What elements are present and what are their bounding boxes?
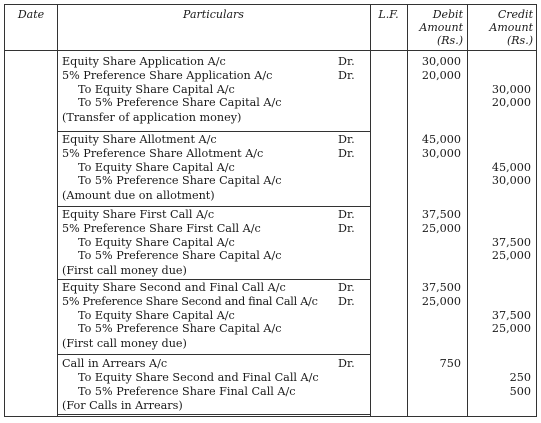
credit-amount: 250	[509, 370, 531, 384]
journal-table	[4, 4, 537, 417]
narration: (First call money due)	[62, 337, 187, 351]
lf-header: L.F.	[378, 8, 399, 21]
debit-amount: 37,500	[421, 208, 461, 221]
debit-amount: 30,000	[421, 146, 461, 160]
debit-account-line: 5% Preference Share Application A/c	[62, 68, 273, 82]
dr-marker: Dr.	[338, 208, 355, 221]
debit-account-line: Equity Share Application A/c	[62, 55, 226, 68]
header-divider	[5, 50, 536, 51]
debit-amount: 750	[439, 357, 461, 370]
debit-account-line: Equity Share Allotment A/c	[62, 133, 217, 146]
dr-marker: Dr.	[338, 146, 355, 160]
debit-account-line: 5% Preference Share Second and final Call A/c	[62, 294, 318, 308]
credit-account-line: To 5% Preference Share Capital A/c	[78, 174, 282, 188]
credit-amount: 37,500	[491, 308, 531, 322]
dr-marker: Dr.	[338, 221, 355, 235]
debit-amount: 25,000	[421, 294, 461, 308]
dr-marker: Dr.	[338, 294, 355, 308]
debit-account-line: 5% Preference Share Allotment A/c	[62, 146, 264, 160]
credit-account-line: To Equity Share Second and Final Call A/c	[78, 370, 319, 384]
entry-divider	[57, 354, 370, 355]
date-header: Date	[17, 8, 45, 21]
credit-amount: 25,000	[491, 322, 531, 336]
dr-marker: Dr.	[338, 281, 355, 294]
dr-marker: Dr.	[338, 55, 355, 68]
debit-account-line: Call in Arrears A/c	[62, 357, 168, 370]
credit-amount: 25,000	[491, 249, 531, 263]
column-divider	[467, 5, 468, 416]
credit-account-line: To Equity Share Capital A/c	[78, 82, 235, 96]
entry-divider	[57, 206, 370, 207]
entry-divider	[57, 131, 370, 132]
credit-amount: 30,000	[491, 82, 531, 96]
debit-account-line: 5% Preference Share First Call A/c	[62, 221, 261, 235]
credit-amount: 30,000	[491, 174, 531, 188]
credit-header: Credit Amount (Rs.)	[489, 8, 533, 47]
column-divider	[370, 5, 371, 416]
credit-amount: 37,500	[491, 235, 531, 249]
credit-amount: 500	[509, 384, 531, 398]
particulars-header: Particulars	[183, 8, 244, 21]
column-divider	[407, 5, 408, 416]
credit-account-line: To 5% Preference Share Capital A/c	[78, 249, 282, 263]
debit-amount: 30,000	[421, 55, 461, 68]
narration: (Amount due on allotment)	[62, 189, 215, 203]
credit-amount: 45,000	[491, 160, 531, 174]
dr-marker: Dr.	[338, 357, 355, 370]
narration: (For Calls in Arrears)	[62, 399, 183, 413]
debit-header: Debit Amount (Rs.)	[419, 8, 463, 47]
dr-marker: Dr.	[338, 68, 355, 82]
entry-divider	[57, 279, 370, 280]
credit-amount: 20,000	[491, 96, 531, 110]
credit-account-line: To Equity Share Capital A/c	[78, 160, 235, 174]
credit-account-line: To 5% Preference Share Final Call A/c	[78, 384, 296, 398]
debit-amount: 37,500	[421, 281, 461, 294]
debit-amount: 25,000	[421, 221, 461, 235]
credit-account-line: To Equity Share Capital A/c	[78, 235, 235, 249]
debit-amount: 45,000	[421, 133, 461, 146]
dr-marker: Dr.	[338, 133, 355, 146]
entry-divider	[57, 414, 370, 415]
credit-account-line: To 5% Preference Share Capital A/c	[78, 322, 282, 336]
narration: (First call money due)	[62, 264, 187, 278]
credit-account-line: To Equity Share Capital A/c	[78, 308, 235, 322]
debit-account-line: Equity Share First Call A/c	[62, 208, 215, 221]
narration: (Transfer of application money)	[62, 111, 242, 125]
debit-account-line: Equity Share Second and Final Call A/c	[62, 281, 286, 294]
debit-amount: 20,000	[421, 68, 461, 82]
credit-account-line: To 5% Preference Share Capital A/c	[78, 96, 282, 110]
